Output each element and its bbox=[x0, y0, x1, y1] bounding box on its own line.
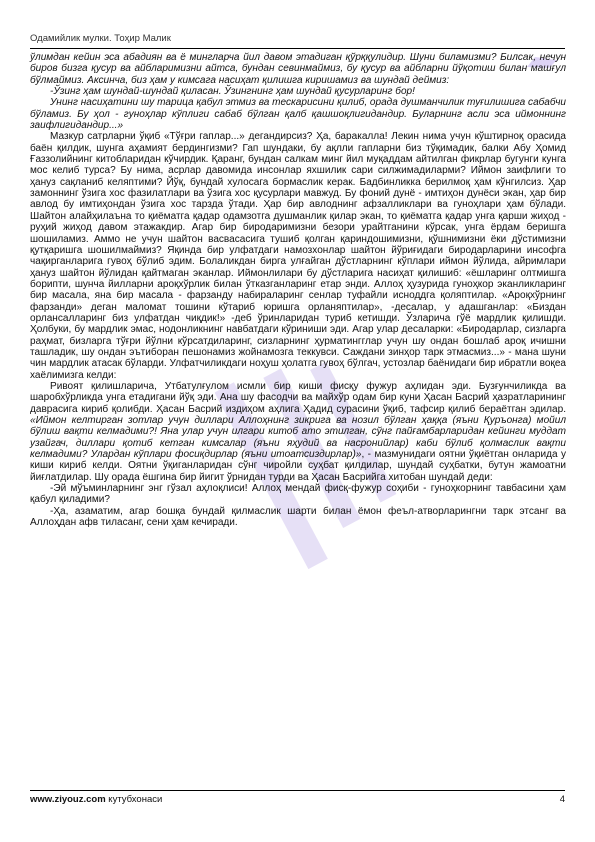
paragraph: Унинг насиҳатини шу тарица қабул этмиз ва тескарисини қилиб, орада душманчилик туғилишига сабабчи бўламиз. Бу ҳол - гуноҳлар кўплиги сабаб бўлган қалб қашшоқлигидандир. Буларнинг асли эса иймоннинг заифлигидандир...» bbox=[30, 97, 566, 132]
running-header: Одамийлик мулки. Тоҳир Малик bbox=[30, 33, 171, 44]
header-rule bbox=[30, 48, 565, 49]
paragraph bbox=[30, 381, 566, 483]
paragraph: Мазкур сатрларни ўқиб «Тўғри гаплар...» дегандирсиз? Ҳа, баракалла! Лекин нима учун кўштирноқ орасида баён қилдик, шунга аҳамият бердингизми? Гап шундаки, бу ақлли гапларни биз тўқимадик, балки Абу Ҳомид Ғаззолийнинг китобларидан кўчирдик. Қаранг, бундан салкам минг йил муқаддам айтилган фикрлар бугунги кунга мос келиб турса? Бу нима, асрлар давомида инсонлар яхшилик сари силжимадиларми? Иймон заифлиги то ҳануз сақланиб келяптими? Йўқ, бундай хулосага бормаслик керак. Бадбинликка берилмоқ ҳам кўнгилсиз. Ҳар замоннинг ўзига хос фазилатлари ва ўзига хос қусурлари мавжуд. Бу фоний дунё - имтиҳон дунёси экан, ҳар бир авлод бу имтиҳондан ўзига хос тарзда ўтади. Ҳар бир авлоднинг афзалликлари ва гуноҳлари ҳам бўлади. Шайтон алайҳилаъна то қиёматга қадар одамзотга душманлик қилар экан, то қиёматга қадар унга қарши жиҳод - руҳий жиҳод давом этажакдир. Агар бир биродаримизни безори урайтганини кўрсак, унга ёрдам беришга шошиламиз. Аммо не учун шайтон васвасасига тушиб қолган қариндошимизни, қўшнимизни ёки дўстимизни қутқаришга шошилмаймиз? Яқинда бир улфатдаги намозхонлар шайтон йўриғидаги биродарларини инсофга чақирганларига гувоҳ бўлиб эдим. Болаликдан бирга улғайган дўстларнинг кўплари иймон йўлида, айримлари ҳануз шайтон йўлидан қайтмаган эканлар. Иймонлилари бу дўстларига насиҳат қилишиб: «ёшларинг олтмишга борипти, шунча йилларни ароқхўрлик билан ўтказганларинг етар энди. Аллоҳ ҳузурида гуноҳкор эканликларинг бир масала, яна бир масала - фарзанду набираларинг сенлар туфайли исноддга қоляптилар. «Ароқхўрнинг фарзанди» деган маломат тошини кўтариб юришга орланяптилар», -десалар, у адашганлар: «Биздан орлансалларинг биз улфатдан чиқдик!» -деб ўринларидан туриб кетишди. Ўзларича гўё мардлик қилишди. Ҳолбуки, бу мардлик эмас, нодонликнинг навбатдаги кўриниши эди. Агар улар десаларки: «Биродарлар, сизларга раҳмат, бизларга тўғри йўлни кўрсатдиларинг, сизларнинг ҳурматингглар учун шу ондан бошлаб ароқ ичишни ташладик, шу ондан эътиборан пешонамиз жойнамозга теккувси. Саждани зинҳор тарк этмасмиз...» - мана шуни чин мардлик атасак бўларди. Улфатчиликдаги ноҳуш ҳолатга гувоҳ бўлгач, устозлар баёнидаги бир ибратли воқеа хаёлимизга келди: bbox=[30, 131, 566, 381]
footer-site-link[interactable]: www.ziyouz.com bbox=[30, 794, 106, 805]
footer-label: кутубхонаси bbox=[105, 794, 163, 805]
footer-rule bbox=[30, 790, 565, 791]
footer bbox=[30, 794, 162, 805]
paragraph-text: , - мазмунидаги оятни ўқиётган онларида у киши кириб келди. Оятни ўқиганларидан сўнг чиройли суҳбат қилдилар, шундай суҳбатки, бутун жамоатни йиғлатдилар. Шу орада ёшгина бир йигит ўрнидан турди ва Ҳасан Басрийга хитобан шундай деди: bbox=[30, 449, 566, 483]
paragraph-text: Ривоят қилишларича, Утбатулғулом исмли бир киши фисқу фужур аҳлидан эди. Бузғунчиликда ва шаробхўрликда унга етадигани йўқ эди. Ана шу фасодчи ва майхўр одам бир куни Ҳасан Басрий ҳазратларининг даврасига кириб қолибди. Ҳасан Басрий издиҳом аҳлига Ҳадид сурасини ўқиб, тафсир қилиб бераётган эдилар. bbox=[30, 380, 566, 415]
paragraph: -Ҳа, азаматим, агар бошқа бундай қилмаслик шарти билан ёмон феъл-атворларингни тарк этсанг ва Аллоҳдан афв тиласанг, сени ҳам кечиради. bbox=[30, 505, 566, 529]
paragraph: ўлимдан кейин эса абадиян ва ё мингларча йил давом этадиган қўрққулидир. Шуни биламизми? Билсак, нечун биров бизга қусур ва айбларимизни айтса, бундан севинмаймиз, бу қусур ва айбларни йўқотиш билан машғул бўлмаймиз. Аксинча, биз ҳам у кимсага насиҳат қилишга киришамиз ва шундай деймиз: bbox=[30, 52, 566, 86]
page-number: 4 bbox=[559, 794, 565, 805]
page-body bbox=[30, 52, 566, 528]
paragraph: -Эй мўъминларнинг энг гўзал аҳлоқлиси! Аллоҳ мендай фисқ-фужур соҳиби - гуноҳкорнинг тавбасини ҳам қабул қиладими? bbox=[30, 483, 566, 506]
paragraph: -Ўзинг ҳам шундай-шундай қиласан. Ўзингнинг ҳам шундай қусурларинг бор! bbox=[50, 86, 415, 98]
quran-quote: «Иймон келтирган зотлар учун диллари Аллоҳнинг зикрига ва нозил бўлган ҳаққа (яъни Қуръонга) мойил бўлиш вақти келмадими?! Яна улар учун илгари китоб ато этилган, сўнг пайғамбарларидан кейинги муддат узайгач, диллари қотиб кетган кимсалар (яъни яҳудий ва насронийлар) каби бўлиб қолмаслик вақти келмадими? Улардан кўплари фосиқдирлар (яъни итоатсиздирлар)» bbox=[30, 415, 566, 461]
